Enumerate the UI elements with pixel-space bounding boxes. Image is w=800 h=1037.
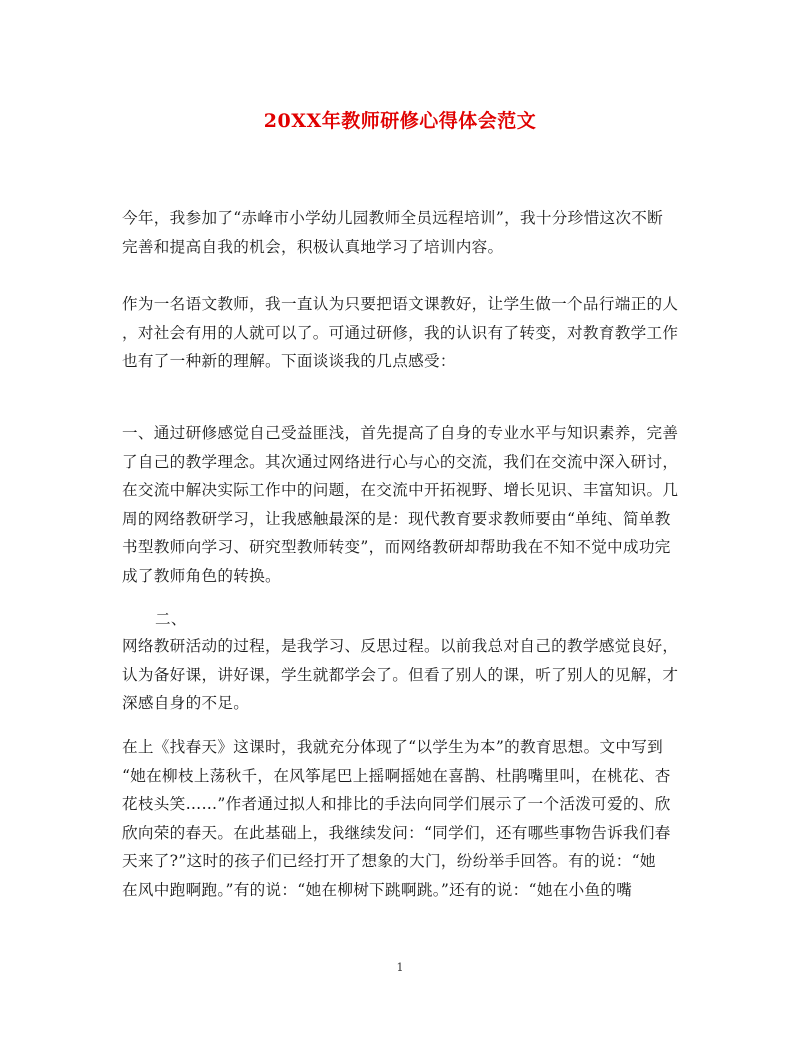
paragraph-point-two-heading <box>155 605 715 634</box>
text-line: 天来了?”这时的孩子们已经打开了想象的大门，纷纷举手回答。有的说：“她 <box>122 852 656 870</box>
text-line: 书型教师向学习、研究型教师转变”，而网络教研却帮助我在不知不觉中成功完 <box>122 538 671 556</box>
text-line: 二、 <box>155 610 187 628</box>
text-line: ，对社会有用的人就可以了。可通过研修，我的认识有了转变，对教育教学工作 <box>122 323 679 342</box>
text-line: 了自己的教学理念。其次通过网络进行心与心的交流，我们在交流中深入研讨， <box>122 452 679 471</box>
text-line: 花枝头笑……”作者通过拟人和排比的手法向同学们展示了一个活泼可爱的、欣 <box>122 795 671 813</box>
text-line: “她在柳枝上荡秋千，在风筝尾巴上摇啊摇她在喜鹊、杜鹃嘴里叫，在桃花、杏 <box>122 766 671 785</box>
text-line: 成了教师角色的转换。 <box>122 566 281 585</box>
text-line: 在交流中解决实际工作中的问题，在交流中开拓视野、增长见识、丰富知识。几 <box>122 481 679 499</box>
paragraph-point-two <box>122 632 682 718</box>
paragraph-point-one <box>122 419 682 590</box>
text-line: 网络教研活动的过程，是我学习、反思过程。以前我总对自己的教学感觉良好， <box>122 637 679 655</box>
text-line: 完善和提高自我的机会，积极认真地学习了培训内容。 <box>122 237 504 256</box>
document-title: 20XX年教师研修心得体会范文 <box>263 110 537 132</box>
text-line: 认为备好课，讲好课，学生就都学会了。但看了别人的课，听了别人的见解，才 <box>122 665 679 684</box>
text-line: 今年，我参加了“赤峰市小学幼儿园教师全员远程培训”，我十分珍惜这次不断 <box>122 209 664 227</box>
text-line: 作为一名语文教师，我一直认为只要把语文课教好，让学生做一个品行端正的人 <box>122 295 679 313</box>
paragraph-role <box>122 290 682 376</box>
paragraph-lesson-example <box>122 733 682 904</box>
text-line: 在上《找春天》这课时，我就充分体现了“以学生为本”的教育思想。文中写到 <box>122 738 664 756</box>
text-line: 深感自身的不足。 <box>122 694 250 712</box>
text-line: 欣向荣的春天。在此基础上，我继续发问：“同学们，还有哪些事物告诉我们春 <box>122 823 671 842</box>
text-line: 也有了一种新的理解。下面谈谈我的几点感受： <box>122 352 456 370</box>
text-line: 在风中跑啊跑。”有的说：“她在柳树下跳啊跳。”还有的说：“她在小鱼的嘴 <box>122 880 633 899</box>
text-line: 一、通过研修感觉自己受益匪浅，首先提高了自身的专业水平与知识素养，完善 <box>122 424 679 442</box>
paragraph-intro <box>122 204 682 261</box>
text-line: 周的网络教研学习，让我感触最深的是：现代教育要求教师要由“单纯、简单教 <box>122 509 671 528</box>
page-number: 1 <box>396 961 404 974</box>
